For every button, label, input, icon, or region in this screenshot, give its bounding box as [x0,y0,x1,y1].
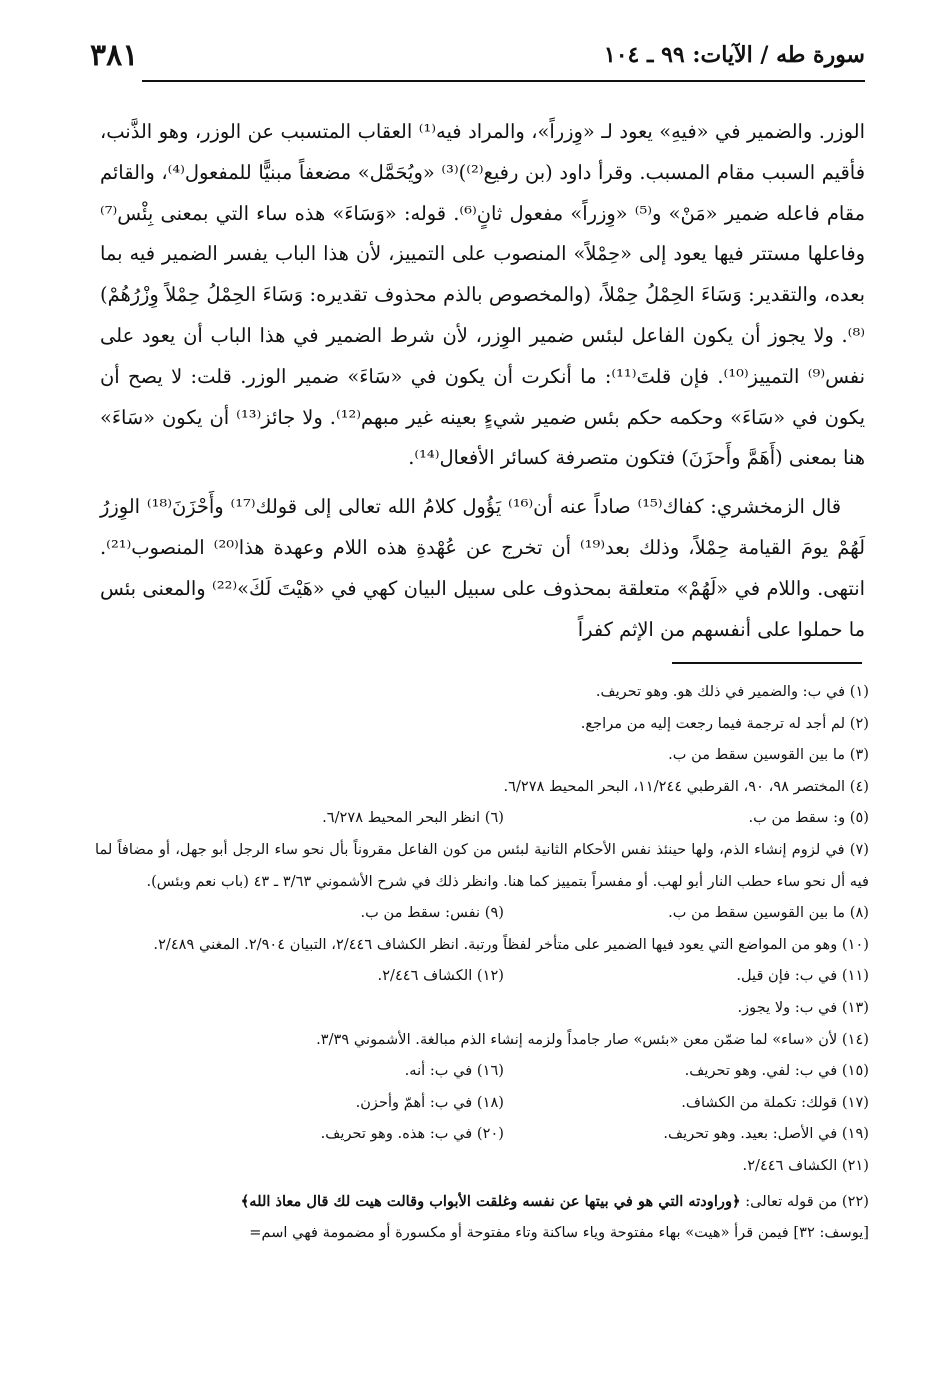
footnote-pair [95,960,869,992]
footnote-intro: (٢٢) من قوله تعالى: [740,1192,869,1210]
footnote: (١٤) لأن «ساء» لما ضمّن معن «بئس» صار جامداً ولزمه إنشاء الذم مبالغة. الأشموني ٣/٣٩. [316,1030,869,1048]
footnote: (٤) المختصر ٩٨، ٩٠، القرطبي ١١/٢٤٤، البحر المحيط ٦/٢٧٨. [503,777,869,795]
footnote: (١٠) وهو من المواضع التي يعود فيها الضمير على متأخر لفظاً ورتبة. انظر الكشاف ٢/٤٤٦، التبيان ٢/٩٠٤. المغني ٢/٤٨٩. [153,935,869,953]
footnote: (٦) انظر البحر المحيط ٦/٢٧٨. [322,809,504,827]
running-title: سورة طه / الآيات: ٩٩ ـ ١٠٤ [603,42,865,68]
footnote: (١) في ب: والضمير في ذلك هو. وهو تحريف. [595,683,869,700]
footnotes [95,676,869,1249]
footnote: (٢) لم أجد له ترجمة فيما رجعت إليه من مراجع. [580,714,869,732]
footnote: (١١) في ب: فإن قيل. [736,967,869,985]
quran-verse: ﴿وراودته التي هو في بيتها عن نفسه وغلقت الأبواب وقالت هيت لك قال معاذ الله﴾ [240,1192,741,1210]
footnote-pair [95,1055,869,1087]
footnote-pair [95,897,869,929]
footnote-pair [95,1087,869,1119]
footnote-pair [95,802,869,834]
footnote: (١٥) في ب: لفي. وهو تحريف. [684,1062,869,1080]
footnote-separator [672,662,862,664]
footnote: (١٨) في ب: أهمّ وأحزن. [355,1093,504,1111]
footnote-pair [95,1118,869,1150]
footnote: (١٦) في ب: أنه. [404,1062,504,1080]
footnote: (١٢) الكشاف ٢/٤٤٦. [377,967,504,985]
body-paragraph: الوزر. والضمير في «فيهِ» يعود لـ «وِزراً»، والمراد فيه⁽¹⁾ العقاب المتسبب عن الوزر، وهو الذَّنب، فأقيم السبب مقام المسبب. وقرأ داود (بن رفيع⁽²⁾)⁽³⁾ «ويُحَمَّل» مضعفاً مبنيًّا للمفعول⁽⁴⁾، والقائم مقام فاعله ضمير «مَنْ» و⁽⁵⁾ «وِزراً» مفعول ثانٍ⁽⁶⁾. قوله: «وَسَاءَ» هذه ساء التي بمعنى بِئْس⁽⁷⁾ وفاعلها مستتر فيها يعود إلى «حِمْلاً» المنصوب على التمييز، لأن هذا الباب يفسر الضمير فيه بما بعده، والتقدير: وَسَاءَ الحِمْلُ حِمْلاً، (والمخصوص بالذم محذوف تقديره: وَسَاءَ الحِمْلُ حِمْلاً وِزْرُهُمْ)⁽⁸⁾. ولا يجوز أن يكون الفاعل لبئس ضمير الوِزر، لأن شرط الضمير في هذا الباب أن يعود على نفس⁽⁹⁾ التمييز⁽¹⁰⁾. فإن قلتَ⁽¹¹⁾: ما أنكرت أن يكون في «سَاءَ» ضمير الوزر. قلت: لا يصح أن يكون في «سَاءَ» وحكمه حكم بئس ضمير شيءٍ بعينه غير مبهم⁽¹²⁾. ولا جائز⁽¹³⁾ أن يكون «سَاءَ» هنا بمعنى (أَهَمَّ وأَحزَنَ) فتكون متصرفة كسائر الأفعال⁽¹⁴⁾. [100,120,866,470]
footnote: (١٧) قولك: تكملة من الكشاف. [681,1093,869,1111]
main-text [100,112,865,650]
footnote: (٢١) الكشاف ٢/٤٤٦. [742,1156,869,1174]
page-header [90,38,865,90]
footnote: (١٩) في الأصل: بعيد. وهو تحريف. [663,1125,869,1143]
footnote: (٩) نفس: سقط من ب. [360,904,504,922]
footnote: (٧) في لزوم إنشاء الذم، ولها حينئذ نفس الأحكام الثانية لبئس من كون الفاعل مقروناً بأل نحو ساء الرجل أبو جهل، أو مضافاً لما فيه أل نحو ساء حطب النار أبو لهب. أو مفسراً بتمييز كما هنا. وانظر ذلك في شرح الأشموني ٣/٦٣ ـ ٤٣ (باب نعم وبئس). [95,840,869,890]
footnote: (٨) ما بين القوسين سقط من ب. [668,904,869,922]
header-rule [142,80,865,82]
footnote: (٣) ما بين القوسين سقط من ب. [668,746,869,764]
page-number: ٣٨١ [90,38,139,73]
footnote-continuation: [يوسف: ٣٢] فيمن قرأ «هيت» بهاء مفتوحة وياء ساكنة وتاء مفتوحة أو مكسورة أو مضمومة فهي اسم= [249,1224,869,1242]
footnote [95,1186,869,1249]
footnote: (٥) و: سقط من ب. [748,809,869,827]
footnote: (٢٠) في ب: هذه. وهو تحريف. [320,1125,504,1143]
body-paragraph: قال الزمخشري: كفاك⁽¹⁵⁾ صاداً عنه أن⁽¹⁶⁾ يَؤُول كلامُ الله تعالى إلى قولك⁽¹⁷⁾ وأَحْزَنَ⁽¹⁸⁾ الوِزرُ لَهُمْ يومَ القيامة حِمْلاً، وذلك بعد⁽¹⁹⁾ أن تخرج عن عُهْدةِ هذه اللام وعهدة هذا⁽²⁰⁾ المنصوب⁽²¹⁾. انتهى. واللام في «لَهُمْ» متعلقة بمحذوف على سبيل البيان كهي في «هَيْتَ لَكَ»⁽²²⁾ والمعنى بئس ما حملوا على أنفسهم من الإثم كفراً [100,495,865,641]
footnote: (١٣) في ب: ولا يجوز. [737,998,869,1016]
